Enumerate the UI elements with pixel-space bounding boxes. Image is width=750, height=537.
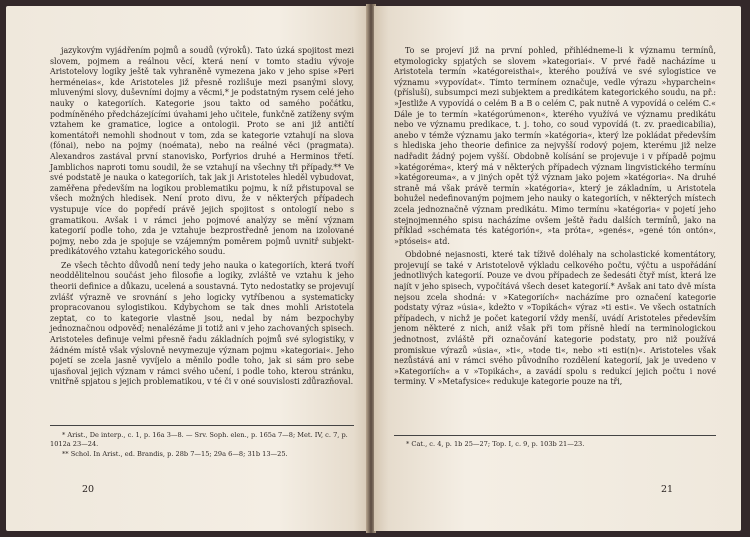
left-body-text <box>50 46 354 388</box>
right-page <box>374 6 741 531</box>
right-paragraph-2: Obdobné nejasnosti, které tak tíživě doléhaly na scholastické komentátory, projevují se také v Aristotelově výkladu celkového počtu, výčtu a uspořádání jednotlivých kategorií. Pouze ve dvou případech ze šedesáti čtyř míst, která lze najít v jeho spisech, vypočítává všech deset kategorií.* Avšak ani tato dvě místa nejsou zcela shodná: v »Kategoriích« nacházíme pro označení kategorie podstaty výraz »úsia«, kdežto v »Topikách« výraz »ti esti«. Ve všech ostatních případech, v nichž je počet kategorií vždy menší, uvádí Aristoteles především jenom některé z nich, aniž však při tom přísně hledí na terminologickou jednotnost, zvláště při označování kategorie podstaty, pro niž používá promiskue výrazů »úsia«, »ti«, »tode ti«, nebo »ti esti(n)«. Aristoteles však nezůstává ani v rámci svého původního rozdělení kategorií, jak je uvedeno v »Kategoriích« a v »Topikách«, a zavádí spolu s redukcí jejich počtu i nové terminy. V »Metafysice« redukuje kategorie pouze na tři, <box>394 250 716 387</box>
left-footnote-rule <box>50 425 354 426</box>
left-footnote-2: ** Schol. In Arist., ed. Brandis, p. 28b 7—15; 29a 6—8; 31b 13—25. <box>62 449 288 458</box>
left-paragraph-2: Ze všech těchto důvodů není tedy jeho nauka o kategoriích, která tvoří neoddělitelnou součást jeho filosofie a logiky, zvláště ve vztahu k jeho theorii definice a důkazu, ucelená a soustavná. Tyto nedostatky se projevují zvlášť výrazně ve srovnání s jeho logicky vytříbenou a systematicky propracovanou sylogistikou. Kdybychom se tak dnes mohli Aristotela zeptat, co to kategorie vlastně jsou, nedal by nám bezpochyby jednoznačnou odpověď; nenalézáme ji totiž ani v jeho zachovaných spisech. Aristoteles definuje velmi přesně řadu základních pojmů své sylogistiky, v žádném místě však výslovně nevymezuje význam pojmu »kategoriai«. Jeho pojetí se zcela jasně vyvíjelo a měnilo podle toho, jak si sám pro sebe ujasňoval jejich význam v rámci svého učení, i podle toho, kterou stránku, vnitřně spjatou s jejich problematikou, v té či v oné souvislosti zdůrazňoval. <box>50 260 354 387</box>
right-paragraph-1: To se projeví již na první pohled, přihlédneme-li k významu termínů, etymologicky spjatých se slovem »kategoriai«. V prvé řadě nacházíme u Aristotela termín »katégoreisthai«, kterého používá ve své sylogistice ve významu »vypovídat«. Tímto termínem označuje, vedle výrazu »hyparchein« (přísluší), subsumpci mezi subjektem a predikátem kategorického soudu, na př.: »Jestliže A vypovídá o celém B a B o celém C, pak nutně A vypovídá o celém C.« Dále je to termín »katégorúmenon«, kterého využívá ve významu predikátu nebo ve významu predikace, t. j. toho, co soud vypovídá (t. zv. praedicabilia), anebo v témže významu jako termín »katégoria«, který lze pokládat především s hlediska jeho theorie definice za nejvyšší rodový pojem, kterému již nelze nadřadit žádný pojem vyšší. Obdobně kolísání se projevuje i v případě pojmu »katégoréma«, který má v některých případech význam lingvistického termínu »katégoreuma«, a v jiných opět týž význam jako pojem »katégoria«. Na druhé straně má však právě termín »katégoria«, který je základním, u Aristotela bohužel nedefinovaným pojmem jeho nauky o kategoriích, v některých místech zcela jednoznačně význam predikátu. Mimo termínu »katégoria« v pojetí jeho stejnojmenného spisu nacházíme ovšem ještě řadu dalších termínů, jako na příklad »schémata tés katégorión«, »ta próta«, »genés«, »gené tón ontón«, »ptóseis« atd. <box>394 46 716 246</box>
right-footnote-1: * Cat., c. 4, p. 1b 25—27; Top. I, c. 9, p. 103b 21—23. <box>406 440 585 448</box>
right-page-number: 21 <box>661 484 674 495</box>
left-footnotes <box>50 431 354 459</box>
left-page <box>6 6 368 531</box>
left-footnote-1: * Arist., De interp., c. 1, p. 16a 3—8. — Srv. Soph. elen., p. 165a 7—8; Met. IV, c. 7, p. 1012a 23—24. <box>50 431 348 449</box>
right-body-text <box>394 46 716 388</box>
right-footnote-rule <box>394 435 716 436</box>
left-paragraph-1: jazykovým vyjádřením pojmů a soudů (výroků). Tato úzká spojitost mezi slovem, pojmem a reálnou věcí, která není v tomto stadiu vývoje Aristotelovy logiky ještě tak vyhraněně vymezena jako v jeho spise »Peri herméneias«, kde Aristoteles již přesně rozlišuje mezi psanými slovy, mluvenými slovy, duševními dojmy a věcmi,* je podstatným rysem celé jeho nauky o kategoriích. Kategorie jsou takto od samého počátku, podmíněného předcházejícími úvahami jeho učitele, funkčně zatíženy svým vztahem ke gramatice, logice a ontologii. Proto se ani již antičtí komentátoři nemohli shodnout v tom, zda se kategorie vztahují na slova (fónai), nebo na pojmy (noémata), nebo na reálné věci (pragmata). Alexandros zastával první stanovisko, Porfyrios druhé a Herminos třetí. Jamblichos naproti tomu soudil, že se vztahují na všechny tři případy.** Ve své podstatě je nauka o kategoriích, tak jak ji Aristoteles hleděl vybudovat, zaměřena především na logikou problematiku pojmu, k níž přistupoval se všech možných hledisek. Není proto divu, že v některých případech vystupuje více do popředí právě jejich spojitost s ontologií nebo s gramatikou. Avšak i v rámci jeho pojmové analýzy se mění význam kategorií podle toho, zda je vztahuje bezprostředně jenom na izolované pojmy, nebo zda je spojuje se vzájemným poměrem pojmů uvnitř subjekt-predikátového vztahu kategorického soudu. <box>50 46 354 257</box>
left-page-number: 20 <box>82 484 95 495</box>
right-footnotes <box>394 440 716 449</box>
